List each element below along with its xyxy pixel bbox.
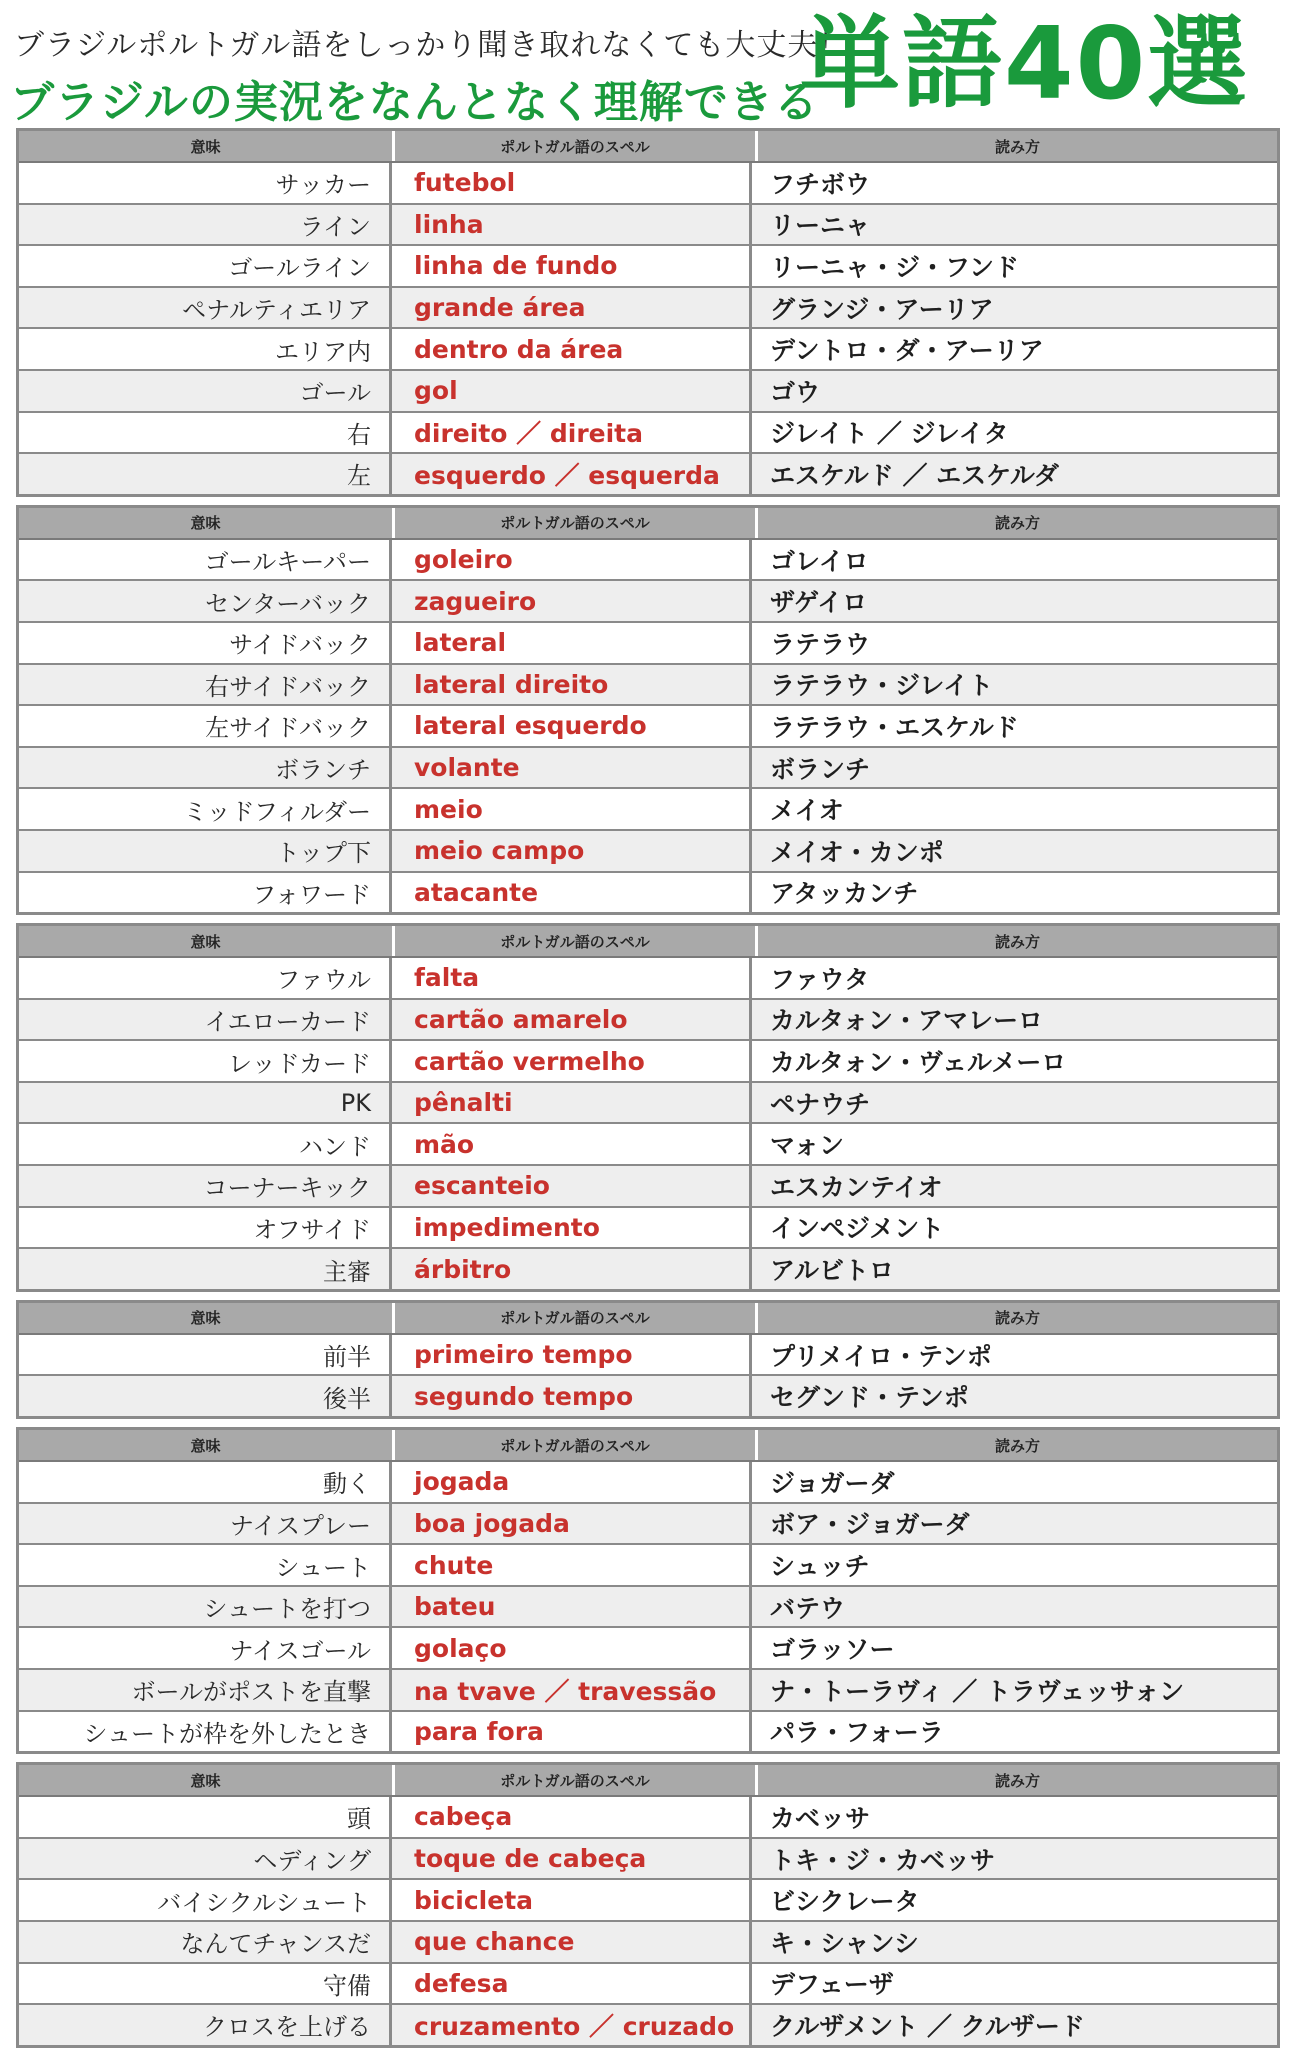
column-header-spelling: ポルトガル語のスペル xyxy=(395,131,758,161)
cell-meaning: ハンド xyxy=(19,1124,392,1164)
cell-spelling: bateu xyxy=(392,1587,752,1627)
table-row xyxy=(19,1962,1277,2004)
cell-spelling: na tvave ／ travessão xyxy=(392,1670,752,1710)
table-row xyxy=(19,579,1277,621)
table-row xyxy=(19,244,1277,286)
cell-meaning: 左 xyxy=(19,454,392,494)
cell-spelling: boa jogada xyxy=(392,1504,752,1544)
cell-spelling: atacante xyxy=(392,873,752,913)
cell-spelling: para fora xyxy=(392,1712,752,1752)
table-row xyxy=(19,540,1277,580)
cell-meaning: 動く xyxy=(19,1462,392,1502)
column-header-spelling: ポルトガル語のスペル xyxy=(395,1765,758,1795)
cell-spelling: impedimento xyxy=(392,1208,752,1248)
column-header-reading: 読み方 xyxy=(994,1309,1040,1328)
table-row xyxy=(19,203,1277,245)
cell-reading: リーニャ xyxy=(770,211,871,241)
cell-spelling: escanteio xyxy=(392,1166,752,1206)
page-title: ブラジルの実況をなんとなく理解できる xyxy=(10,77,819,128)
cell-meaning: サッカー xyxy=(19,163,392,203)
table-row xyxy=(19,452,1277,494)
cell-spelling: lateral xyxy=(392,623,752,663)
table-row xyxy=(19,704,1277,746)
table-row xyxy=(19,1039,1277,1081)
cell-reading: ザゲイロ xyxy=(770,588,868,618)
cell-meaning: 頭 xyxy=(19,1797,392,1837)
cell-reading: アルビトロ xyxy=(770,1256,895,1286)
table-row xyxy=(19,1585,1277,1627)
cell-reading: ラテラウ・ジレイト xyxy=(770,671,994,701)
cell-reading: リーニャ・ジ・フンド xyxy=(770,252,1020,282)
table-row xyxy=(19,1543,1277,1585)
cell-reading: メイオ xyxy=(770,796,844,826)
cell-spelling: grande área xyxy=(392,288,752,328)
cell-spelling: volante xyxy=(392,748,752,788)
cell-spelling: golaço xyxy=(392,1628,752,1668)
cell-spelling: esquerdo ／ esquerda xyxy=(392,454,752,494)
table-row xyxy=(19,1462,1277,1502)
cell-meaning: ボランチ xyxy=(19,748,392,788)
cell-meaning: クロスを上げる xyxy=(19,2005,392,2045)
table-row xyxy=(19,663,1277,705)
table-header xyxy=(19,1430,1277,1462)
cell-meaning: ゴールキーパー xyxy=(19,540,392,580)
column-header-spelling: ポルトガル語のスペル xyxy=(395,508,758,538)
cell-reading: エスケルド ／ エスケルダ xyxy=(770,460,1059,490)
cell-meaning: トップ下 xyxy=(19,831,392,871)
cell-reading: カルタォン・ヴェルメーロ xyxy=(770,1048,1067,1078)
column-header-meaning: 意味 xyxy=(19,926,395,956)
table-row xyxy=(19,1374,1277,1416)
column-header-reading: 読み方 xyxy=(994,137,1040,156)
cell-meaning: PK xyxy=(19,1083,392,1123)
cell-spelling: primeiro tempo xyxy=(392,1335,752,1375)
cell-reading: シュッチ xyxy=(770,1552,870,1582)
cell-reading: クルザメント ／ クルザード xyxy=(770,2011,1085,2041)
column-header-meaning: 意味 xyxy=(19,1765,395,1795)
cell-spelling: chute xyxy=(392,1545,752,1585)
column-header-meaning: 意味 xyxy=(19,1303,395,1333)
table-row xyxy=(19,1878,1277,1920)
table-row xyxy=(19,787,1277,829)
cell-meaning: バイシクルシュート xyxy=(19,1880,392,1920)
cell-meaning: 右 xyxy=(19,413,392,453)
cell-meaning: シュート xyxy=(19,1545,392,1585)
cell-spelling: linha xyxy=(392,205,752,245)
cell-reading: ナ・トーラヴィ ／ トラヴェッサォン xyxy=(770,1676,1185,1706)
table-row xyxy=(19,286,1277,328)
cell-reading: マォン xyxy=(770,1131,845,1161)
cell-spelling: lateral direito xyxy=(392,665,752,705)
column-header-spelling: ポルトガル語のスペル xyxy=(395,926,758,956)
table-row xyxy=(19,1122,1277,1164)
vocab-table xyxy=(16,1762,1280,2048)
table-row xyxy=(19,327,1277,369)
column-header-spelling: ポルトガル語のスペル xyxy=(395,1430,758,1460)
column-header-meaning: 意味 xyxy=(19,508,395,538)
cell-meaning: コーナーキック xyxy=(19,1166,392,1206)
cell-reading: インペジメント xyxy=(770,1214,945,1244)
cell-reading: エスカンテイオ xyxy=(770,1172,943,1202)
column-header-reading: 読み方 xyxy=(994,932,1040,951)
cell-reading: フチボウ xyxy=(770,169,871,199)
page-big-title: 単語40選 xyxy=(800,5,1250,122)
table-header xyxy=(19,1303,1277,1335)
table-row xyxy=(19,1164,1277,1206)
cell-meaning: エリア内 xyxy=(19,329,392,369)
table-header xyxy=(19,1765,1277,1797)
cell-meaning: ナイスプレー xyxy=(19,1504,392,1544)
table-row xyxy=(19,1247,1277,1289)
table-row xyxy=(19,1206,1277,1248)
cell-reading: ビシクレータ xyxy=(770,1887,920,1917)
cell-meaning: ヘディング xyxy=(19,1839,392,1879)
table-header xyxy=(19,508,1277,540)
cell-meaning: オフサイド xyxy=(19,1208,392,1248)
cell-spelling: toque de cabeça xyxy=(392,1839,752,1879)
cell-spelling: jogada xyxy=(392,1462,752,1502)
cell-meaning: ミッドフィルダー xyxy=(19,789,392,829)
cell-spelling: direito ／ direita xyxy=(392,413,752,453)
cell-reading: ラテラウ・エスケルド xyxy=(770,712,1019,742)
cell-meaning: 主審 xyxy=(19,1249,392,1289)
table-row xyxy=(19,1920,1277,1962)
table-row xyxy=(19,871,1277,913)
column-header-reading: 読み方 xyxy=(994,514,1040,533)
cell-reading: セグンド・テンポ xyxy=(770,1383,969,1413)
cell-reading: ボア・ジョガーダ xyxy=(770,1510,970,1540)
cell-spelling: pênalti xyxy=(392,1083,752,1123)
cell-reading: メイオ・カンポ xyxy=(770,837,944,867)
cell-spelling: árbitro xyxy=(392,1249,752,1289)
vocab-table xyxy=(16,1427,1280,1754)
cell-spelling: futebol xyxy=(392,163,752,203)
table-row xyxy=(19,746,1277,788)
column-header-reading: 読み方 xyxy=(994,1771,1040,1790)
cell-spelling: lateral esquerdo xyxy=(392,706,752,746)
table-header xyxy=(19,926,1277,958)
table-row xyxy=(19,998,1277,1040)
cell-meaning: シュートを打つ xyxy=(19,1587,392,1627)
cell-meaning: フォワード xyxy=(19,873,392,913)
cell-meaning: イエローカード xyxy=(19,1000,392,1040)
column-header-meaning: 意味 xyxy=(19,1430,395,1460)
page-subtitle: ブラジルポルトガル語をしっかり聞き取れなくても大丈夫！ xyxy=(14,28,850,63)
cell-spelling: cruzamento ／ cruzado xyxy=(392,2005,752,2045)
cell-reading: バテウ xyxy=(770,1593,846,1623)
table-row xyxy=(19,1668,1277,1710)
vocab-table xyxy=(16,128,1280,497)
cell-spelling: cartão vermelho xyxy=(392,1041,752,1081)
cell-meaning: センターバック xyxy=(19,581,392,621)
cell-meaning: シュートが枠を外したとき xyxy=(19,1712,392,1752)
cell-reading: ペナウチ xyxy=(770,1089,871,1119)
table-row xyxy=(19,1335,1277,1375)
cell-meaning: ゴールライン xyxy=(19,246,392,286)
cell-spelling: bicicleta xyxy=(392,1880,752,1920)
cell-meaning: ファウル xyxy=(19,958,392,998)
cell-meaning: ゴール xyxy=(19,371,392,411)
cell-meaning: なんてチャンスだ xyxy=(19,1922,392,1962)
table-row xyxy=(19,369,1277,411)
vocab-table xyxy=(16,1300,1280,1419)
cell-spelling: segundo tempo xyxy=(392,1376,752,1416)
cell-spelling: dentro da área xyxy=(392,329,752,369)
cell-meaning: ペナルティエリア xyxy=(19,288,392,328)
cell-reading: アタッカンチ xyxy=(770,879,919,909)
table-row xyxy=(19,1081,1277,1123)
cell-meaning: 左サイドバック xyxy=(19,706,392,746)
table-row xyxy=(19,411,1277,453)
cell-reading: パラ・フォーラ xyxy=(770,1718,944,1748)
cell-meaning: ボールがポストを直撃 xyxy=(19,1670,392,1710)
cell-spelling: gol xyxy=(392,371,752,411)
cell-spelling: defesa xyxy=(392,1964,752,2004)
cell-spelling: zagueiro xyxy=(392,581,752,621)
cell-spelling: goleiro xyxy=(392,540,752,580)
cell-spelling: cabeça xyxy=(392,1797,752,1837)
cell-meaning: 前半 xyxy=(19,1335,392,1375)
column-header-reading: 読み方 xyxy=(994,1436,1040,1455)
cell-reading: ジレイト ／ ジレイタ xyxy=(770,419,1009,449)
cell-spelling: cartão amarelo xyxy=(392,1000,752,1040)
table-row xyxy=(19,621,1277,663)
cell-reading: ゴレイロ xyxy=(770,546,869,576)
cell-meaning: レッドカード xyxy=(19,1041,392,1081)
cell-spelling: meio campo xyxy=(392,831,752,871)
cell-spelling: linha de fundo xyxy=(392,246,752,286)
cell-reading: プリメイロ・テンポ xyxy=(770,1341,992,1371)
table-row xyxy=(19,1797,1277,1837)
table-row xyxy=(19,958,1277,998)
cell-reading: ジョガーダ xyxy=(770,1468,895,1498)
table-row xyxy=(19,1710,1277,1752)
table-row xyxy=(19,1502,1277,1544)
cell-spelling: falta xyxy=(392,958,752,998)
table-header xyxy=(19,131,1277,163)
cell-spelling: meio xyxy=(392,789,752,829)
table-row xyxy=(19,1837,1277,1879)
cell-reading: ファウタ xyxy=(770,964,870,994)
table-row xyxy=(19,829,1277,871)
cell-reading: グランジ・アーリア xyxy=(770,294,994,324)
cell-spelling: mão xyxy=(392,1124,752,1164)
cell-reading: ラテラウ xyxy=(770,629,871,659)
cell-reading: ゴラッソー xyxy=(770,1635,895,1665)
cell-reading: カルタォン・アマレーロ xyxy=(770,1006,1044,1036)
cell-reading: デフェーザ xyxy=(770,1970,894,2000)
cell-spelling: que chance xyxy=(392,1922,752,1962)
cell-reading: デントロ・ダ・アーリア xyxy=(770,336,1044,366)
cell-reading: カベッサ xyxy=(770,1803,871,1833)
vocab-table xyxy=(16,505,1280,915)
cell-reading: ゴウ xyxy=(770,377,821,407)
cell-meaning: サイドバック xyxy=(19,623,392,663)
table-row xyxy=(19,2003,1277,2045)
cell-reading: ボランチ xyxy=(770,754,871,784)
page-header xyxy=(0,0,1303,126)
table-row xyxy=(19,1626,1277,1668)
vocabulary-tables xyxy=(16,128,1280,2056)
cell-reading: キ・シャンシ xyxy=(770,1928,919,1958)
cell-meaning: 守備 xyxy=(19,1964,392,2004)
column-header-meaning: 意味 xyxy=(19,131,395,161)
cell-reading: トキ・ジ・カベッサ xyxy=(770,1845,996,1875)
column-header-spelling: ポルトガル語のスペル xyxy=(395,1303,758,1333)
cell-meaning: 右サイドバック xyxy=(19,665,392,705)
vocab-table xyxy=(16,923,1280,1292)
cell-meaning: 後半 xyxy=(19,1376,392,1416)
table-row xyxy=(19,163,1277,203)
cell-meaning: ライン xyxy=(19,205,392,245)
cell-meaning: ナイスゴール xyxy=(19,1628,392,1668)
